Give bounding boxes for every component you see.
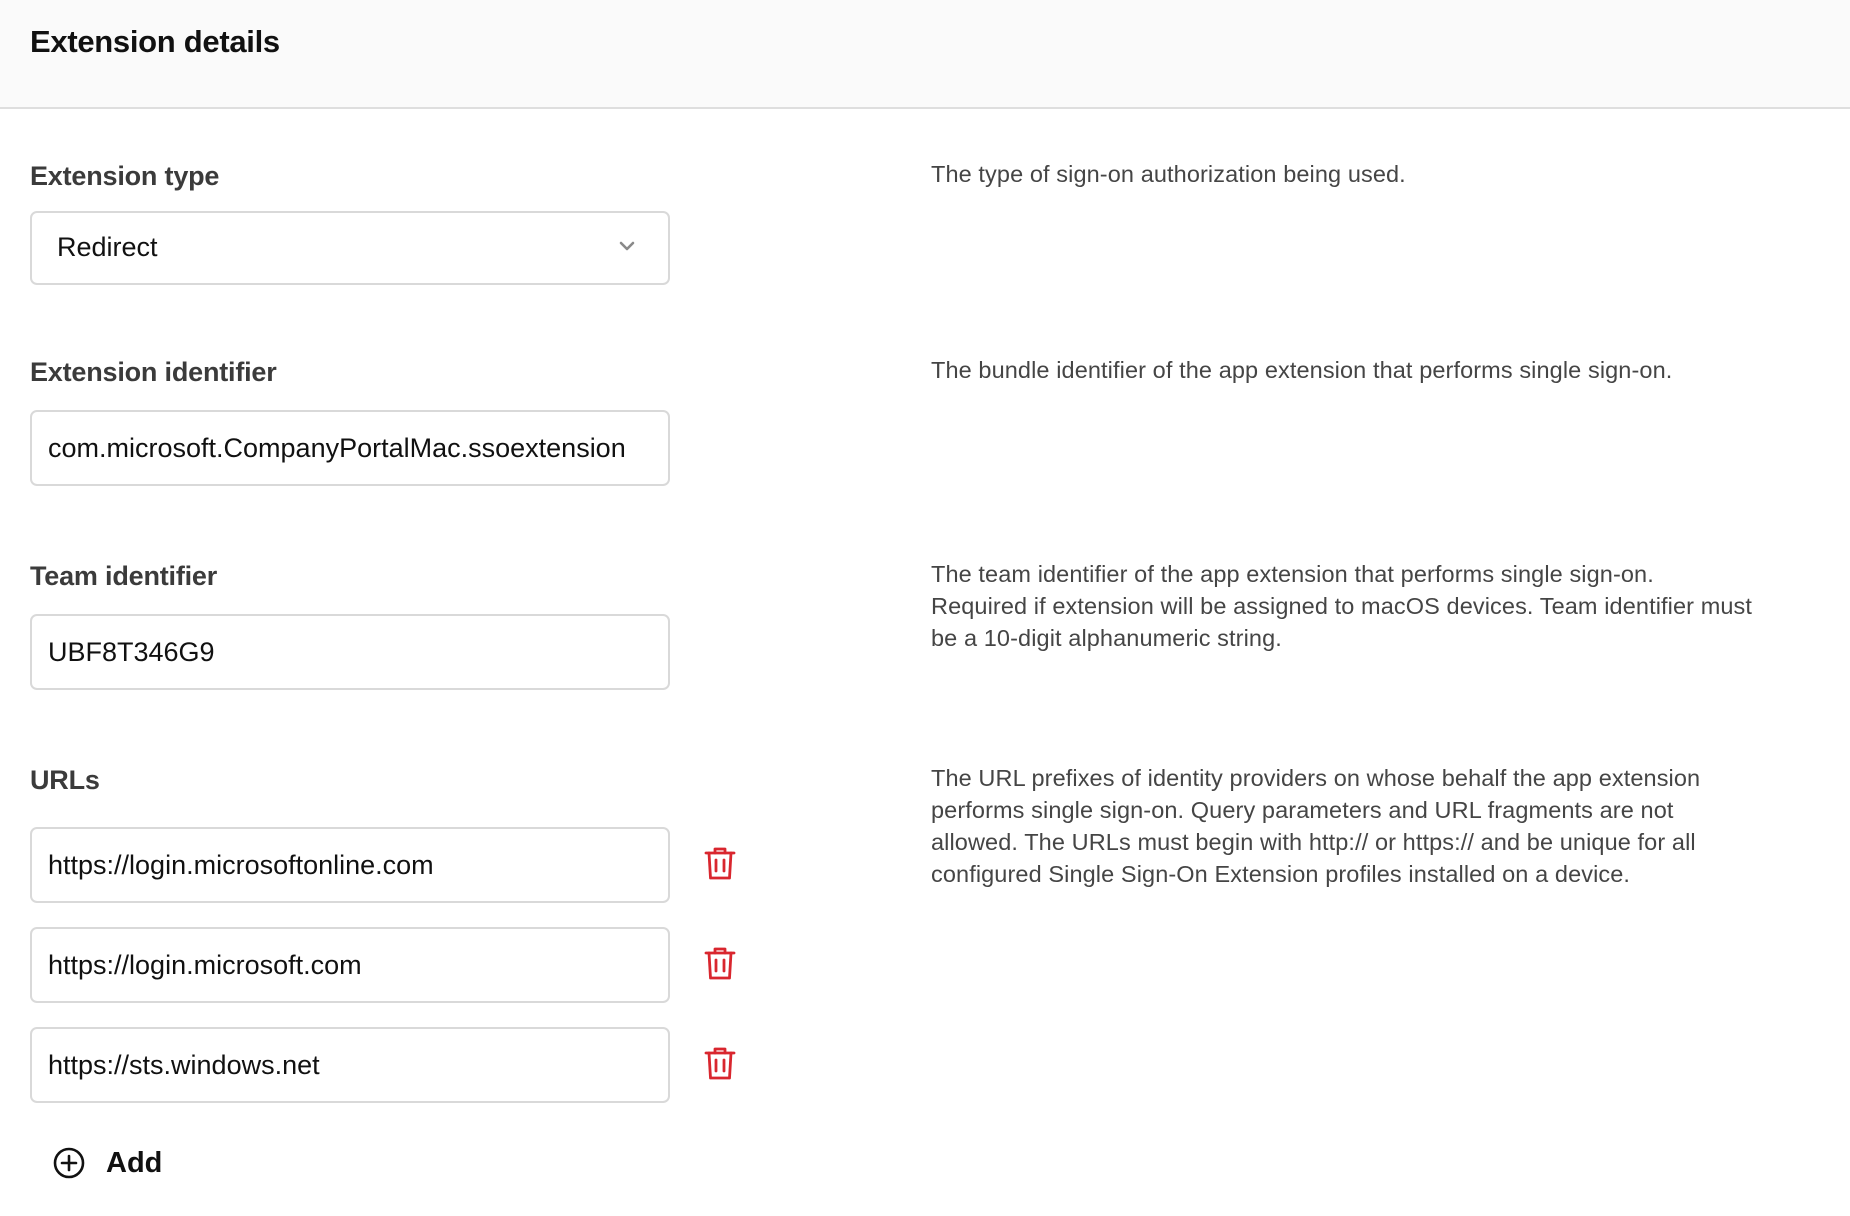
team-identifier-input[interactable] <box>30 614 670 690</box>
plus-circle-icon <box>52 1146 86 1180</box>
extension-type-value: Redirect <box>57 232 158 262</box>
extension-identifier-help: The bundle identifier of the app extension that performs single sign-on. <box>931 357 1673 383</box>
urls-help <box>931 762 1811 890</box>
team-identifier-label: Team identifier <box>30 561 218 591</box>
add-url-button[interactable] <box>52 1140 162 1186</box>
section-header <box>0 0 1850 109</box>
team-identifier-help <box>931 558 1811 654</box>
section-title: Extension details <box>30 24 280 59</box>
team-identifier-help-line: be a 10-digit alphanumeric string. <box>931 625 1282 651</box>
extension-identifier-input[interactable] <box>30 410 670 486</box>
extension-type-help: The type of sign-on authorization being used. <box>931 161 1406 187</box>
trash-icon <box>702 844 738 882</box>
trash-icon <box>702 1044 738 1082</box>
trash-icon <box>702 944 738 982</box>
extension-identifier-label: Extension identifier <box>30 357 277 387</box>
extension-type-label: Extension type <box>30 161 220 191</box>
urls-help-line: performs single sign-on. Query parameters and URL fragments are not <box>931 797 1674 823</box>
team-identifier-help-line: Required if extension will be assigned to macOS devices. Team identifier must <box>931 593 1753 619</box>
delete-url-3-button[interactable] <box>702 1044 738 1082</box>
urls-label: URLs <box>30 765 100 795</box>
add-url-label: Add <box>106 1146 163 1179</box>
chevron-down-icon <box>616 235 638 257</box>
delete-url-1-button[interactable] <box>702 844 738 882</box>
extension-type-select[interactable] <box>30 211 670 285</box>
urls-help-line: configured Single Sign-On Extension profiles installed on a device. <box>931 861 1631 887</box>
url-input-3[interactable] <box>30 1027 670 1103</box>
delete-url-2-button[interactable] <box>702 944 738 982</box>
team-identifier-help-line: The team identifier of the app extension that performs single sign-on. <box>931 561 1654 587</box>
urls-help-line: The URL prefixes of identity providers on whose behalf the app extension <box>931 765 1701 791</box>
url-input-2[interactable] <box>30 927 670 1003</box>
url-input-1[interactable] <box>30 827 670 903</box>
urls-help-line: allowed. The URLs must begin with http:// or https:// and be unique for all <box>931 829 1696 855</box>
